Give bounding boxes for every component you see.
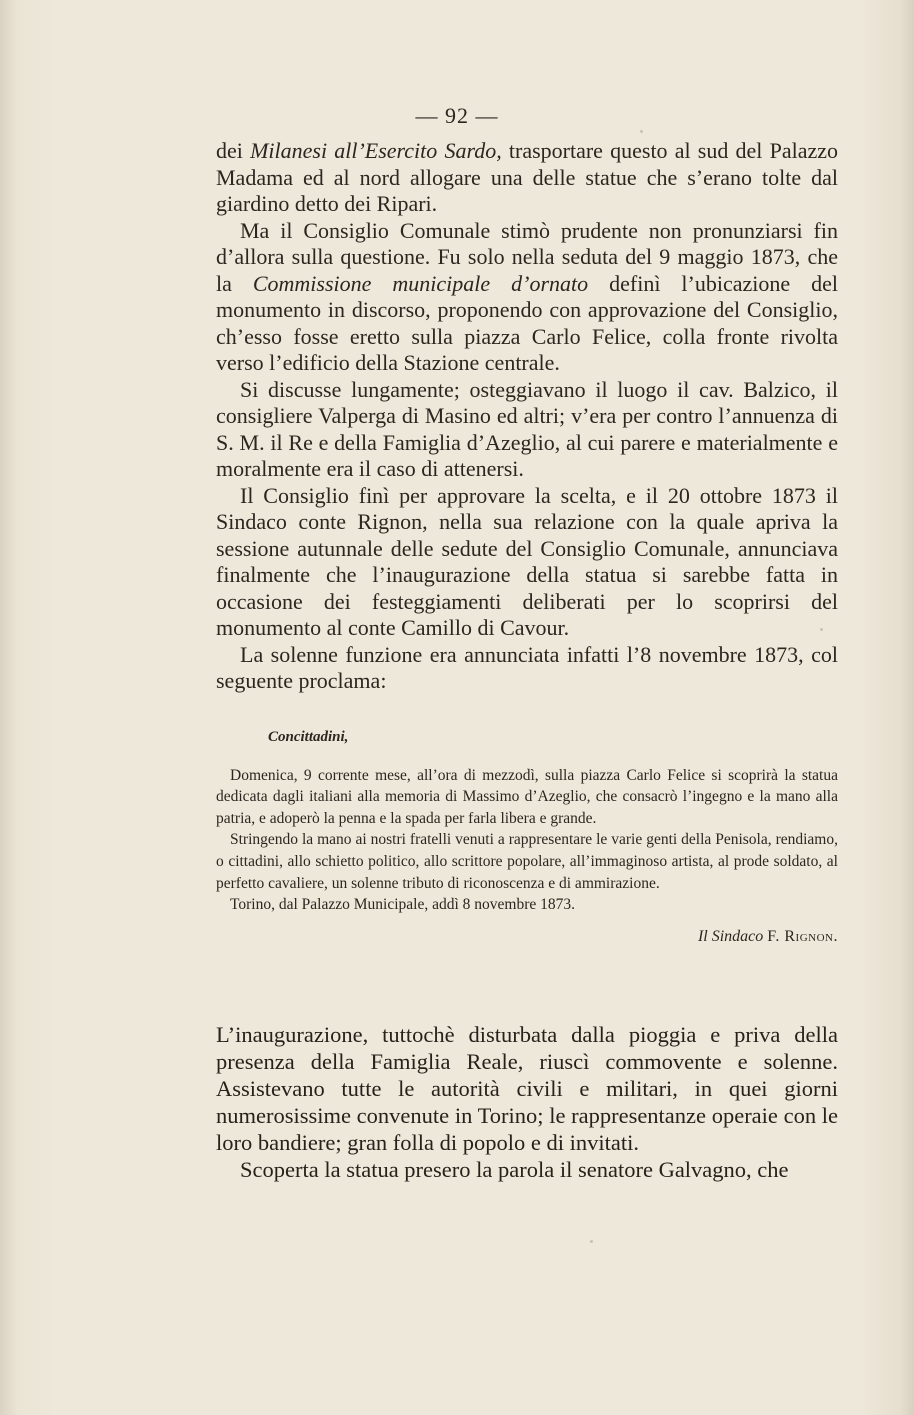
paper-speck <box>820 628 823 631</box>
italic-run: Milanesi all’Esercito Sardo, <box>250 138 502 163</box>
proclamation-salutation: Concittadini, <box>268 729 349 745</box>
text-run: definì l’ubicazione del monumento in discorso, proponendo con approvazione del Consiglio, ch’esso fosse eretto sulla piazza Carlo Felice, colla fronte rivolta verso l’edificio della Stazione centrale. <box>216 270 838 375</box>
text-run: trasportare questo al sud del Palazzo Madama ed al nord allogare una delle statue che s’erano tolte dal giardino detto dei Ripari. <box>216 138 838 216</box>
paragraph <box>216 218 838 377</box>
proclamation-closing: Torino, dal Palazzo Municipale, addì 8 novembre 1873. <box>230 896 575 914</box>
page-number: — 92 — <box>415 103 499 128</box>
proclamation <box>216 727 838 947</box>
text-run: Si discusse lungamente; osteggiavano il luogo il cav. Balzico, il consigliere Valperga di Masino ed altri; v’era per contro l’annuenza di S. M. il Re e della Famiglia d’Azeglio, al cui parere e materialmente e moralmente era il caso di attenersi. <box>216 376 838 481</box>
italic-run: Commissione municipale d’ornato <box>252 270 589 296</box>
proclamation-signature <box>216 926 838 948</box>
paragraph <box>216 377 838 483</box>
proclamation-paragraph: Domenica, 9 corrente mese, all’ora di mezzodì, sulla piazza Carlo Felice si scoprirà la statua dedicata dagli italiani alla memoria di Massimo d’Azeglio, che consacrò l’ingegno e la mano alla patria, e adoperò la penna e la spada per farla libera e grande. <box>216 766 838 827</box>
text-run: dei <box>216 138 251 163</box>
paragraph <box>216 483 838 642</box>
paragraph-continuation <box>216 138 838 218</box>
body-text-top <box>216 138 838 695</box>
signature-title: Il Sindaco <box>697 927 764 945</box>
paper-speck <box>640 130 643 133</box>
paragraph: Scoperta la statua presero la parola il senatore Galvagno, che <box>240 1157 789 1182</box>
signature-name: F. Rignon. <box>767 927 838 945</box>
paragraph: L’inaugurazione, tuttochè disturbata dalla pioggia e priva della presenza della Famiglia Reale, riuscì commovente e solenne. Assistevano tutte le autorità civili e militari, in quei giorni numerosissime convenute in Torino; le rappresentanze operaie con le loro bandiere; gran folla di popolo e di invitati. <box>216 1022 838 1155</box>
paper-speck <box>590 1240 593 1243</box>
body-text-bottom <box>216 1021 838 1183</box>
text-run: Il Consiglio finì per approvare la scelta, e il 20 ottobre 1873 il Sindaco conte Rignon, nella sua relazione con la quale apriva la sessione autunnale delle sedute del Consiglio Comunale, annunciava finalmente che l’inaugurazione della statua si sarebbe fatta in occasione dei festeggiamenti deliberati per lo scoprirsi del monumento al conte Camillo di Cavour. <box>216 482 838 640</box>
paragraph <box>216 642 838 695</box>
text-run: La solenne funzione era annunciata infatti l’8 novembre 1873, col seguente proclama: <box>216 641 838 693</box>
proclamation-paragraph: Stringendo la mano ai nostri fratelli venuti a rappresentare le varie genti della Penisola, rendiamo, o cittadini, allo schietto politico, allo scrittore popolare, all’immaginoso artista, al prode soldato, al perfetto cavaliere, un solenne tributo di riconoscenza e di ammirazione. <box>216 831 838 892</box>
text-run: Ma il Consiglio Comunale stimò prudente non pronunziarsi fin d’allora sulla questione. Fu solo nella seduta del 9 maggio 1873, che la <box>216 217 838 296</box>
